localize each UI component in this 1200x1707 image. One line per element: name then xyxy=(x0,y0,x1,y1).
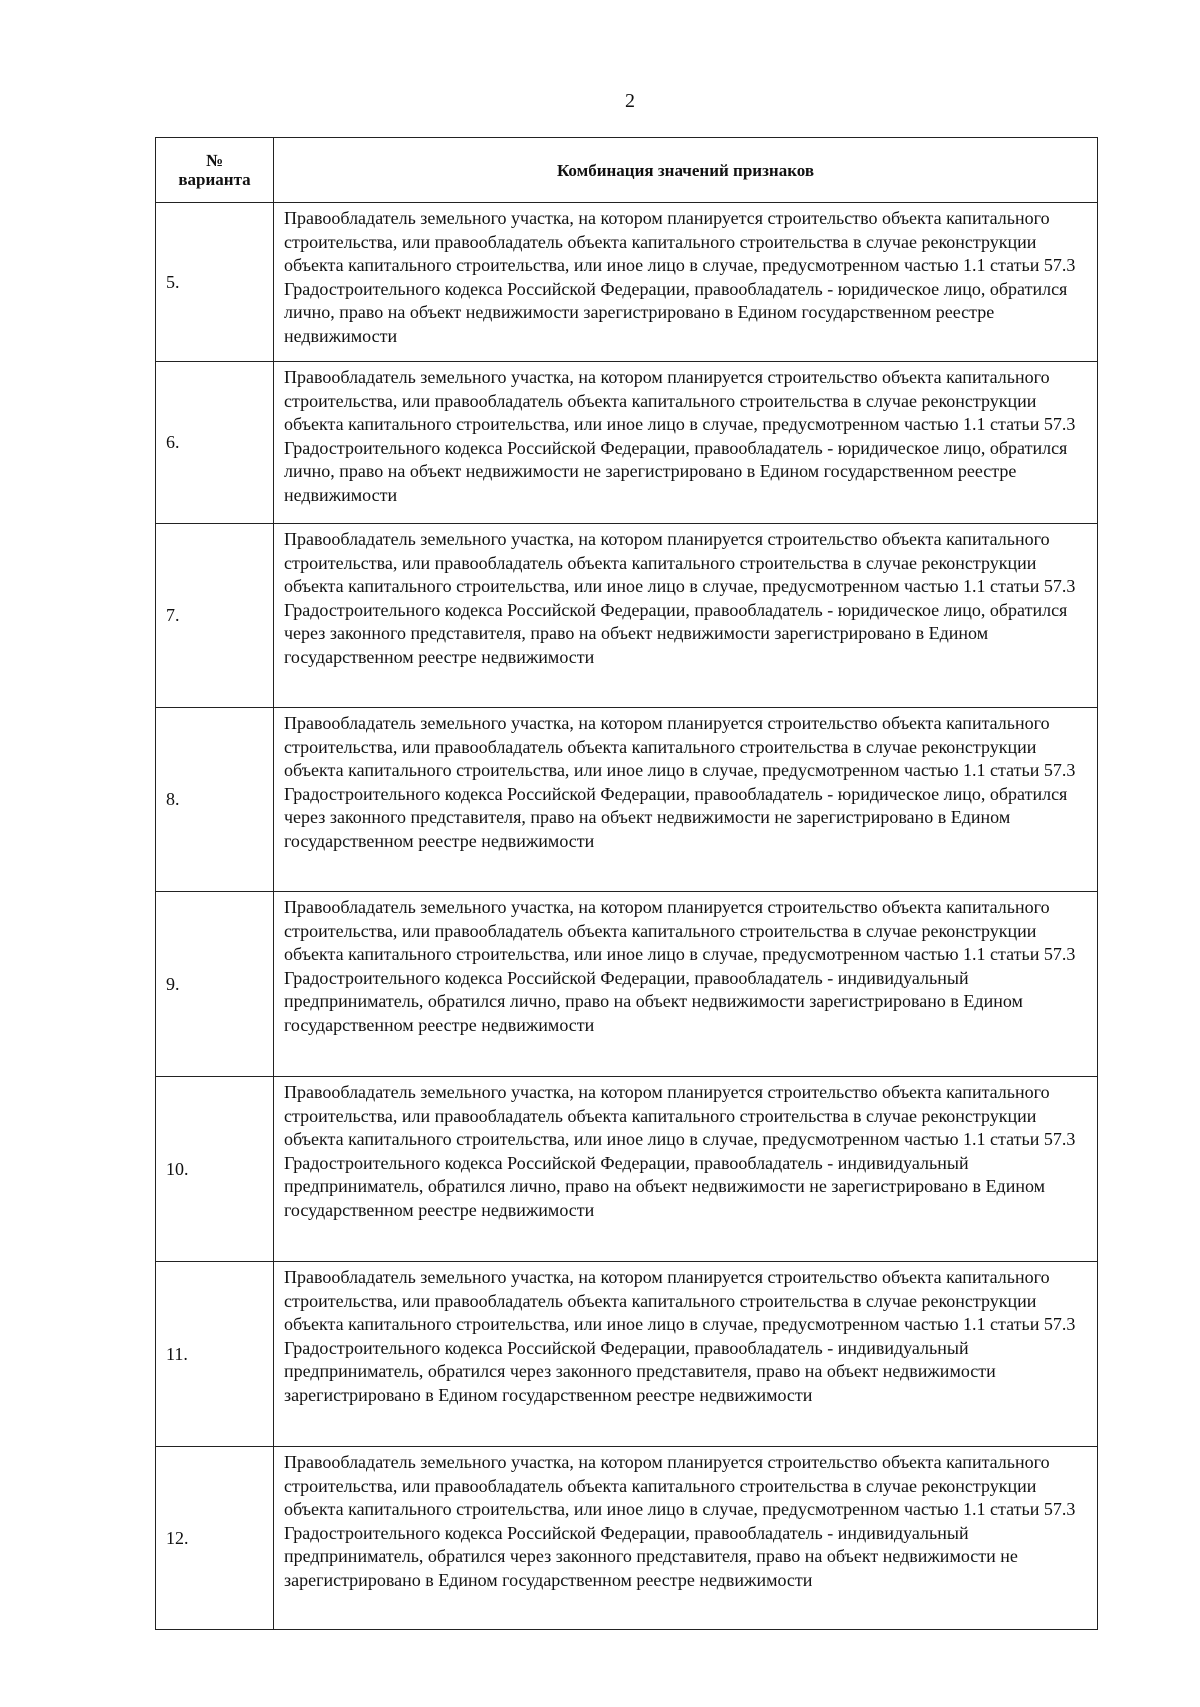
variant-number: 7. xyxy=(156,524,274,708)
table-row xyxy=(156,892,1098,1077)
table-row xyxy=(156,362,1098,524)
table-row xyxy=(156,1447,1098,1630)
variant-number: 5. xyxy=(156,203,274,362)
variant-combination-text: Правообладатель земельного участка, на котором планируется строительство объекта капитального строительства, или правообладатель объекта капитального строительства в случае реконструкции объекта капитального строительства, или иное лицо в случае, предусмотренном частью 1.1 статьи 57.3 Градостроительного кодекса Российской Федерации, правообладатель - индивидуальный предприниматель, обратился лично, право на объект недвижимости зарегистрировано в Едином государственном реестре недвижимости xyxy=(274,892,1098,1077)
variant-combination-text: Правообладатель земельного участка, на котором планируется строительство объекта капитального строительства, или правообладатель объекта капитального строительства в случае реконструкции объекта капитального строительства, или иное лицо в случае, предусмотренном частью 1.1 статьи 57.3 Градостроительного кодекса Российской Федерации, правообладатель - юридическое лицо, обратился лично, право на объект недвижимости не зарегистрировано в Едином государственном реестре недвижимости xyxy=(274,362,1098,524)
header-variant-number xyxy=(156,138,274,203)
header-number-sign: № xyxy=(205,151,224,170)
variants-table xyxy=(155,137,1098,1630)
variant-combination-text: Правообладатель земельного участка, на котором планируется строительство объекта капитального строительства, или правообладатель объекта капитального строительства в случае реконструкции объекта капитального строительства, или иное лицо в случае, предусмотренном частью 1.1 статьи 57.3 Градостроительного кодекса Российской Федерации, правообладатель - юридическое лицо, обратился через законного представителя, право на объект недвижимости зарегистрировано в Едином государственном реестре недвижимости xyxy=(274,524,1098,708)
table-row xyxy=(156,1262,1098,1447)
header-variant-label: варианта xyxy=(178,170,251,189)
variant-number: 11. xyxy=(156,1262,274,1447)
table-row xyxy=(156,524,1098,708)
variant-combination-text: Правообладатель земельного участка, на котором планируется строительство объекта капитального строительства, или правообладатель объекта капитального строительства в случае реконструкции объекта капитального строительства, или иное лицо в случае, предусмотренном частью 1.1 статьи 57.3 Градостроительного кодекса Российской Федерации, правообладатель - индивидуальный предприниматель, обратился через законного представителя, право на объект недвижимости зарегистрировано в Едином государственном реестре недвижимости xyxy=(274,1262,1098,1447)
variant-number: 8. xyxy=(156,708,274,892)
page-number: 2 xyxy=(625,90,635,112)
variant-number: 9. xyxy=(156,892,274,1077)
variant-number: 10. xyxy=(156,1077,274,1262)
variant-number: 12. xyxy=(156,1447,274,1630)
table-header-row xyxy=(156,138,1098,203)
variant-combination-text: Правообладатель земельного участка, на котором планируется строительство объекта капитального строительства, или правообладатель объекта капитального строительства в случае реконструкции объекта капитального строительства, или иное лицо в случае, предусмотренном частью 1.1 статьи 57.3 Градостроительного кодекса Российской Федерации, правообладатель - индивидуальный предприниматель, обратился лично, право на объект недвижимости не зарегистрировано в Едином государственном реестре недвижимости xyxy=(274,1077,1098,1262)
table-row xyxy=(156,1077,1098,1262)
variant-combination-text: Правообладатель земельного участка, на котором планируется строительство объекта капитального строительства, или правообладатель объекта капитального строительства в случае реконструкции объекта капитального строительства, или иное лицо в случае, предусмотренном частью 1.1 статьи 57.3 Градостроительного кодекса Российской Федерации, правообладатель - юридическое лицо, обратился лично, право на объект недвижимости зарегистрировано в Едином государственном реестре недвижимости xyxy=(274,203,1098,362)
variant-combination-text: Правообладатель земельного участка, на котором планируется строительство объекта капитального строительства, или правообладатель объекта капитального строительства в случае реконструкции объекта капитального строительства, или иное лицо в случае, предусмотренном частью 1.1 статьи 57.3 Градостроительного кодекса Российской Федерации, правообладатель - юридическое лицо, обратился через законного представителя, право на объект недвижимости не зарегистрировано в Едином государственном реестре недвижимости xyxy=(274,708,1098,892)
variant-combination-text: Правообладатель земельного участка, на котором планируется строительство объекта капитального строительства, или правообладатель объекта капитального строительства в случае реконструкции объекта капитального строительства, или иное лицо в случае, предусмотренном частью 1.1 статьи 57.3 Градостроительного кодекса Российской Федерации, правообладатель - индивидуальный предприниматель, обратился через законного представителя, право на объект недвижимости не зарегистрировано в Едином государственном реестре недвижимости xyxy=(274,1447,1098,1630)
variant-number: 6. xyxy=(156,362,274,524)
table-row xyxy=(156,708,1098,892)
table-row xyxy=(156,203,1098,362)
header-combination: Комбинация значений признаков xyxy=(274,138,1098,203)
